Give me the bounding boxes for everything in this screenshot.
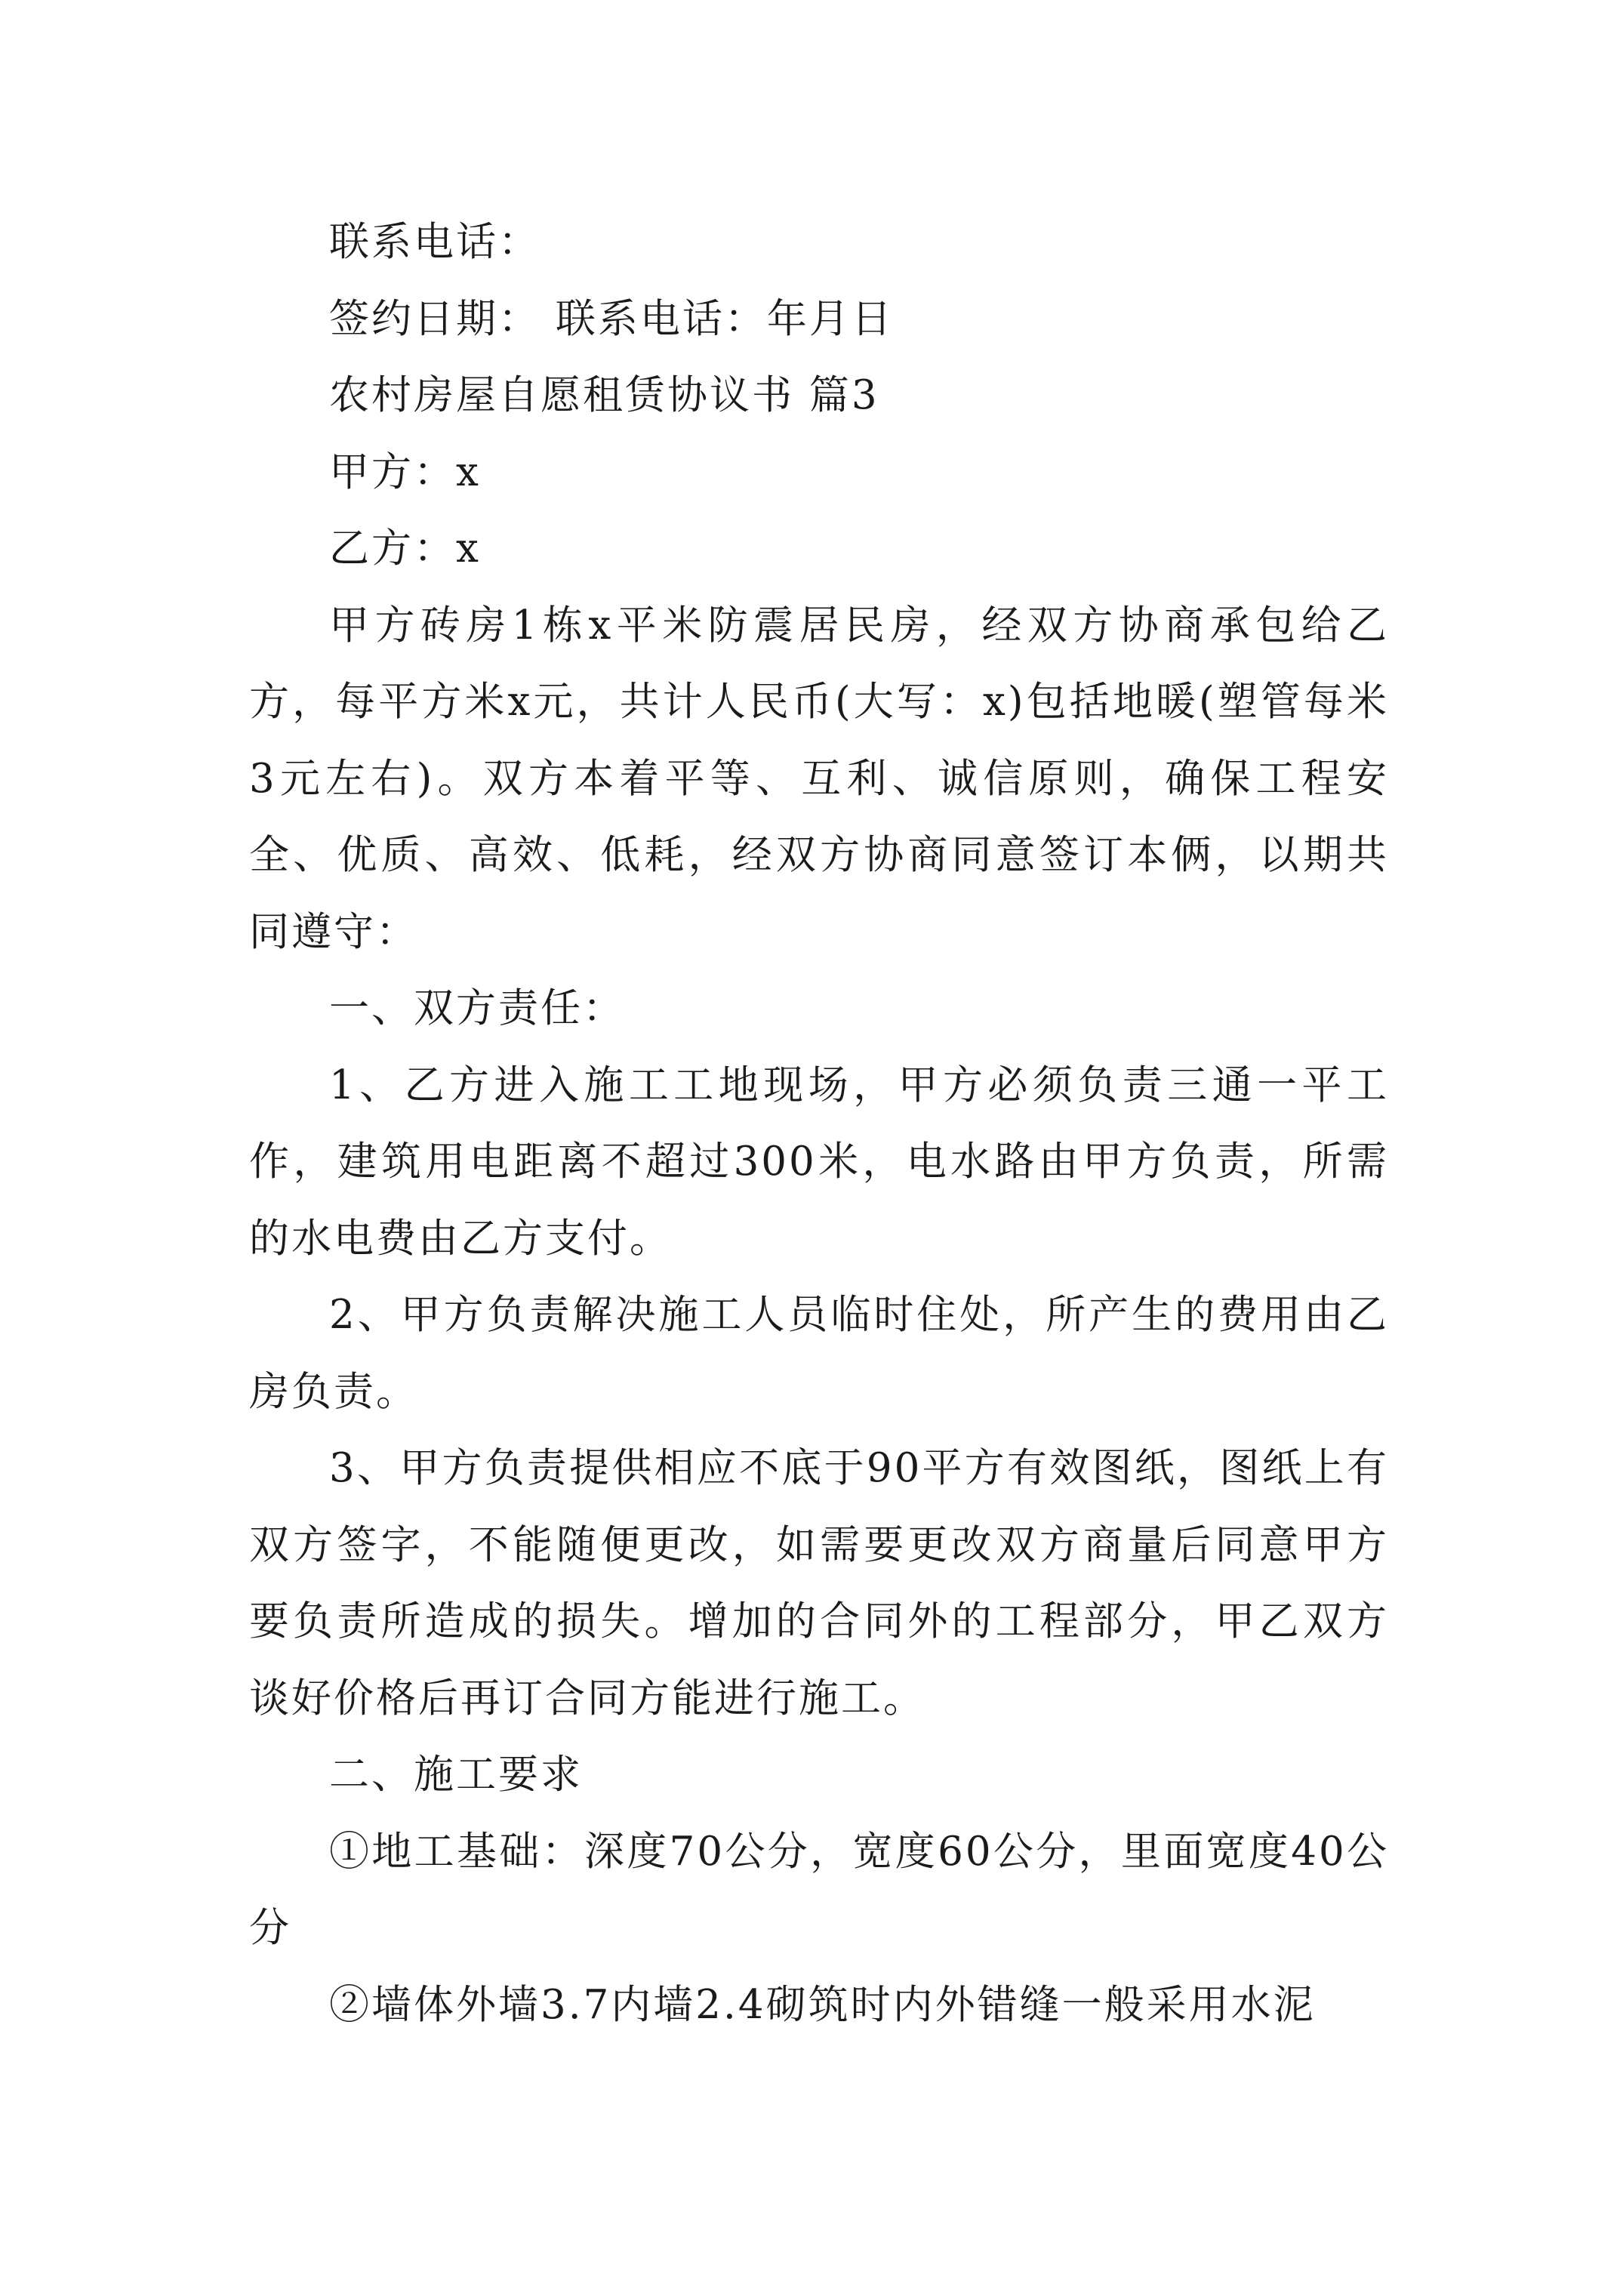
requirement-walls: ②墙体外墙3.7内墙2.4砌筑时内外错缝一般采用水泥 <box>329 1981 1316 2028</box>
clause-3: 3、甲方负责提供相应不底于90平方有效图纸，图纸上有双方签字，不能随便更改，如需要更改双方商量后同意甲方要负责所造成的损失。增加的合同外的工程部分，甲乙双方谈好价格后再订合同方能进行施工。 <box>249 1445 1389 1721</box>
section-heading-construction: 二、施工要求 <box>329 1752 583 1798</box>
clause-1: 1、乙方进入施工工地现场，甲方必须负责三通一平工作，建筑用电距离不超过300米，电水路由甲方负责，所需的水电费由乙方支付。 <box>249 1062 1389 1262</box>
document-body <box>249 204 1389 2043</box>
clause-2: 2、甲方负责解决施工人员临时住处，所产生的费用由乙房负责。 <box>249 1292 1389 1415</box>
intro-paragraph: 甲方砖房1栋x平米防震居民房，经双方协商承包给乙方，每平方米x元，共计人民币(大写：x)包括地暖(塑管每米3元左右)。双方本着平等、互利、诚信原则，确保工程安全、优质、高效、低耗，经双方协商同意签订本俩，以期共同遵守： <box>249 602 1389 955</box>
requirement-foundation: ①地工基础：深度70公分，宽度60公分，里面宽度40公分 <box>249 1828 1389 1951</box>
party-b-line: 乙方：x <box>329 525 481 572</box>
agreement-title: 农村房屋自愿租赁协议书 篇3 <box>329 372 879 418</box>
party-a-line: 甲方：x <box>329 448 481 495</box>
section-heading-responsibilities: 一、双方责任： <box>329 985 625 1031</box>
signing-date-line: 签约日期： 联系电话：年月日 <box>329 295 894 342</box>
contact-phone-line: 联系电话： <box>329 219 540 265</box>
